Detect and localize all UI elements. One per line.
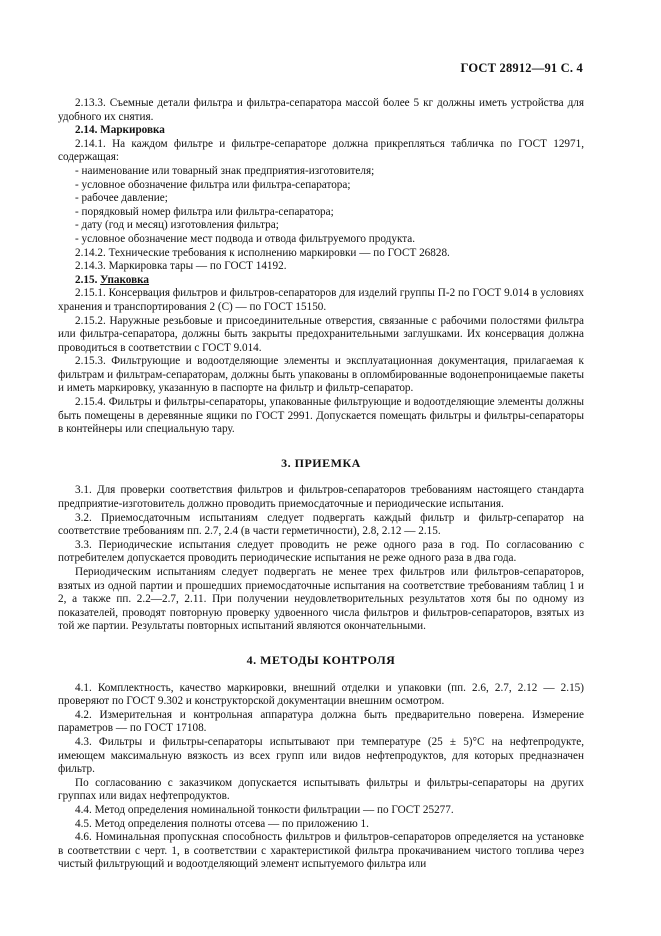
paragraph-2-13-3: 2.13.3. Съемные детали фильтра и фильтра-сепаратора массой более 5 кг должны иметь устройства для удобного их снятия. [58,97,584,123]
list-item: - дату (год и месяц) изготовления фильтра; [75,219,279,232]
page-header: ГОСТ 28912—91 С. 4 [460,61,583,75]
paragraph-2-14-3: 2.14.3. Маркировка тары — по ГОСТ 14192. [75,260,287,273]
paragraph-4-3: 4.3. Фильтры и фильтры-сепараторы испытывают при температуре (25 ± 5)°С на нефтепродукте, имеющем максимальную вязкость из всех групп или видов нефтепродуктов, для которых предназначен фильтр. [58,735,584,776]
paragraph-2-15-4: 2.15.4. Фильтры и фильтры-сепараторы, упакованные фильтрующие и водоотделяющие элементы должны быть помещены в деревянные ящики по ГОСТ 2991. Допускается помещать фильтры и фильтры-сепараторы в контейнеры или специальную тару. [58,396,584,436]
paragraph-2-15-2: 2.15.2. Наружные резьбовые и присоединительные отверстия, связанные с рабочими полостями фильтра или фильтра-сепаратора, должны быть закрыты предохранительными заглушками. Их консервация должна проводиться в соответствии с ГОСТ 9.014. [58,314,584,354]
paragraph-4-3-continued: По согласованию с заказчиком допускается испытывать фильтры и фильтры-сепараторы на других группах или видах нефтепродуктов. [58,776,584,803]
list-item: - порядковый номер фильтра или фильтра-сепаратора; [75,205,334,218]
heading-2-15-number: 2.15. [75,273,98,286]
paragraph-4-1: 4.1. Комплектность, качество маркировки, внешний отделки и упаковки (пп. 2.6, 2.7, 2.12 — 2.15) проверяют по ГОСТ 9.302 и конструкторской документации внешним осмотром. [58,681,584,708]
heading-2-14: 2.14. Маркировка [75,124,165,137]
paragraph-2-14-2: 2.14.2. Технические требования к исполнению маркировки — по ГОСТ 26828. [75,246,450,259]
heading-2-15-title: Упаковка [100,273,150,286]
paragraph-3-2: 3.2. Приемосдаточным испытаниям следует подвергать каждый фильтр и фильтр-сепаратор на соответствие требованиям пп. 2.7, 2.4 (в части герметичности), 2.8, 2.12 — 2.15. [58,511,584,538]
paragraph-4-2: 4.2. Измерительная и контрольная аппаратура должна быть предварительно поверена. Измерение параметров — по ГОСТ 17108. [58,708,584,735]
paragraph-4-4: 4.4. Метод определения номинальной тонкости фильтрации — по ГОСТ 25277. [75,803,454,816]
paragraph-4-6: 4.6. Номинальная пропускная способность фильтров и фильтров-сепараторов определяется на установке в соответствии с черт. 1, в соответствии с характеристикой фильтра прокачиванием чистого топлива через чистый фильтрующий и водоотделяющий элемент испытуемого фильтра или [58,831,584,871]
document-body [58,97,584,872]
paragraph-4-5: 4.5. Метод определения полноты отсева — по приложению 1. [75,817,369,830]
list-item: - рабочее давление; [75,192,168,205]
paragraph-2-15-3: 2.15.3. Фильтрующие и водоотделяющие элементы и эксплуатационная документация, прилагаемая к фильтрам и фильтрам-сепараторам, должны быть упакованы в опломбированные водонепроницаемые пакеты и иметь маркировку, указанную в паспорте на фильтр и фильтр-сепаратор. [58,355,584,395]
paragraph-2-15-1: 2.15.1. Консервация фильтров и фильтров-сепараторов для изделий группы П-2 по ГОСТ 9.014 в условиях хранения и транспортирования 2 (С) — по ГОСТ 15150. [58,287,584,313]
paragraph-3-3: 3.3. Периодические испытания следует проводить не реже одного раза в год. По согласованию с потребителем допускается проводить периодические испытания не реже одного раза в два года. [58,538,584,565]
section-3-title: 3. ПРИЕМКА [281,455,361,470]
list-item: - наименование или товарный знак предприятия-изготовителя; [75,164,375,177]
list-item: - условное обозначение мест подвода и отвода фильтруемого продукта. [75,232,416,245]
paragraph-2-14-1: 2.14.1. На каждом фильтре и фильтре-сепараторе должна прикрепляться табличка по ГОСТ 12971, содержащая: [58,137,584,164]
paragraph-3-1: 3.1. Для проверки соответствия фильтров и фильтров-сепараторов требованиям настоящего стандарта предприятие-изготовитель должно проводить приемосдаточные и периодические испытания. [58,484,584,511]
section-4-title: 4. МЕТОДЫ КОНТРОЛЯ [246,652,396,667]
heading-2-15 [58,274,584,288]
paragraph-3-3-continued: Периодическим испытаниям следует подвергать не менее трех фильтров или фильтров-сепараторов, взятых из одной партии и прошедших приемосдаточные испытания на соответствие требованиям таблиц 1 и 2, а также пп. 2.2—2.7, 2.11. При получении неудовлетворительных результатов хотя бы по одному из показателей, проводят повторную проверку удвоенного числа фильтров и фильтров-сепараторов, взятых из той же партии. Результаты повторных испытаний являются окончательными. [58,566,584,633]
list-item: - условное обозначение фильтра или фильтра-сепаратора; [75,178,351,191]
